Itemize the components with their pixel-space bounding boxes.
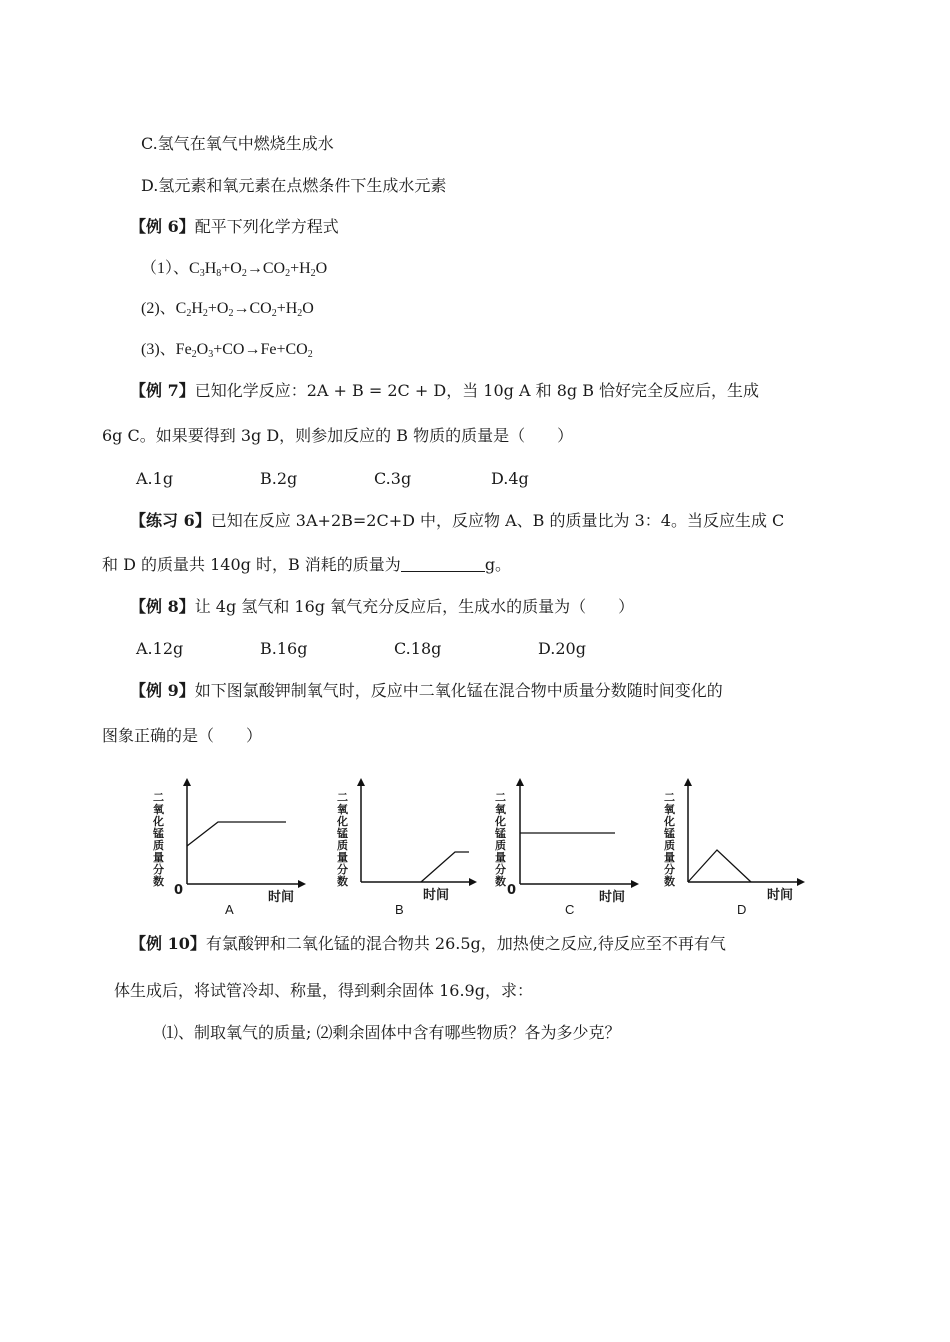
example-8-line	[130, 596, 634, 618]
graph-c-label: C	[565, 902, 575, 917]
example-7-line-1	[130, 380, 759, 402]
option-c-text: C.氢气在氧气中燃烧生成水	[141, 134, 334, 153]
equation-2-prefix: (2)、	[141, 300, 176, 317]
graph-c-origin: 0	[507, 883, 517, 898]
example-7-text: 已知化学反应：2A + B = 2C + D，当 10g A 和 8g B 恰好完全反应后，生成	[194, 381, 760, 400]
graph-b-label: B	[395, 902, 404, 917]
graph-b-curve	[421, 852, 469, 882]
example-8-option-a: A.12g	[136, 639, 184, 658]
example-6-heading	[130, 216, 339, 238]
example-10-line-1	[130, 933, 726, 955]
graph-a	[150, 778, 310, 918]
example-8-text: 让 4g 氢气和 16g 氧气充分反应后，生成水的质量为（ ）	[194, 597, 635, 616]
graph-d-label: D	[737, 902, 747, 917]
graph-c-ylabel: 二氧化锰质量分数	[495, 791, 506, 888]
example-8-option-b: B.16g	[260, 639, 308, 658]
graph-c-y-arrow	[516, 778, 524, 786]
example-9-tag: 【例 9】	[130, 681, 195, 700]
graph-d-ylabel: 二氧化锰质量分数	[664, 791, 675, 888]
graph-a-label: A	[225, 902, 234, 917]
practice-6-line-2b: g。	[484, 555, 512, 574]
example-8-option-d: D.20g	[538, 639, 586, 658]
graph-b-y-arrow	[357, 778, 365, 786]
example-6-tag: 【例 6】	[130, 217, 195, 236]
example-10-line-3: ⑴、制取氧气的质量; ⑵剩余固体中含有哪些物质？各为多少克？	[162, 1023, 621, 1042]
graph-a-x-arrow	[298, 880, 306, 888]
practice-6-tag: 【练习 6】	[130, 511, 211, 530]
example-7-tag: 【例 7】	[130, 381, 195, 400]
example-9-line-1	[130, 680, 723, 702]
graph-c	[485, 778, 645, 918]
graph-d-curve	[688, 850, 751, 882]
graph-a-origin: 0	[174, 883, 184, 898]
example-7-option-b: B.2g	[260, 469, 298, 488]
example-7-option-c: C.3g	[374, 469, 412, 488]
example-8-tag: 【例 8】	[130, 597, 195, 616]
graph-a-ylabel: 二氧化锰质量分数	[153, 791, 164, 888]
equation-1-prefix: （1）、	[141, 260, 190, 277]
graph-d-xlabel: 时间	[767, 888, 794, 903]
graph-c-x-arrow	[631, 880, 639, 888]
graph-a-xlabel: 时间	[268, 890, 295, 905]
option-d-text: D.氢元素和氧元素在点燃条件下生成水元素	[141, 176, 447, 195]
equation-1: （1）、$C_3H_8+O_2\to CO_2+H_2O$	[141, 260, 328, 279]
example-9-text: 如下图氯酸钾制氧气时，反应中二氧化锰在混合物中质量分数随时间变化的	[194, 681, 723, 700]
example-10-line-2: 体生成后，将试管冷却、称量，得到剩余固体 16.9g，求：	[114, 981, 533, 1000]
example-8-option-c: C.18g	[394, 639, 442, 658]
answer-blank[interactable]	[401, 555, 485, 572]
example-10-tag: 【例 10】	[130, 934, 206, 953]
practice-6-line-2a: 和 D 的质量共 140g 时，B 消耗的质量为	[102, 555, 401, 574]
graph-a-y-arrow	[183, 778, 191, 786]
graph-d	[655, 778, 815, 918]
graph-c-xlabel: 时间	[599, 890, 626, 905]
practice-6-line-1	[130, 510, 784, 532]
graph-b-xlabel: 时间	[423, 888, 450, 903]
example-10-text: 有氯酸钾和二氧化锰的混合物共 26.5g，加热使之反应,待反应至不再有气	[205, 934, 726, 953]
example-7-option-d: D.4g	[491, 469, 529, 488]
graph-b	[323, 778, 483, 918]
example-6-text: 配平下列化学方程式	[194, 217, 339, 236]
graph-b-ylabel: 二氧化锰质量分数	[337, 791, 348, 888]
practice-6-text: 已知在反应 3A+2B=2C+D 中，反应物 A、B 的质量比为 3：4。当反应生成 C	[210, 511, 785, 530]
equation-2: (2)、$C_2H_2+O_2\to CO_2+H_2O$	[141, 300, 314, 319]
graph-a-curve	[187, 822, 286, 846]
equation-3: (3)、$Fe_2O_3+CO\to Fe+CO_2$	[141, 341, 313, 360]
example-9-line-2: 图象正确的是（ ）	[102, 726, 263, 745]
graph-d-x-arrow	[797, 878, 805, 886]
equation-3-prefix: (3)、	[141, 341, 176, 358]
graph-d-y-arrow	[684, 778, 692, 786]
example-7-option-a: A.1g	[136, 469, 174, 488]
example-7-line-2: 6g C。如果要得到 3g D，则参加反应的 B 物质的质量是（ ）	[102, 426, 574, 445]
practice-6-line-2	[102, 554, 511, 576]
graph-b-x-arrow	[469, 878, 477, 886]
